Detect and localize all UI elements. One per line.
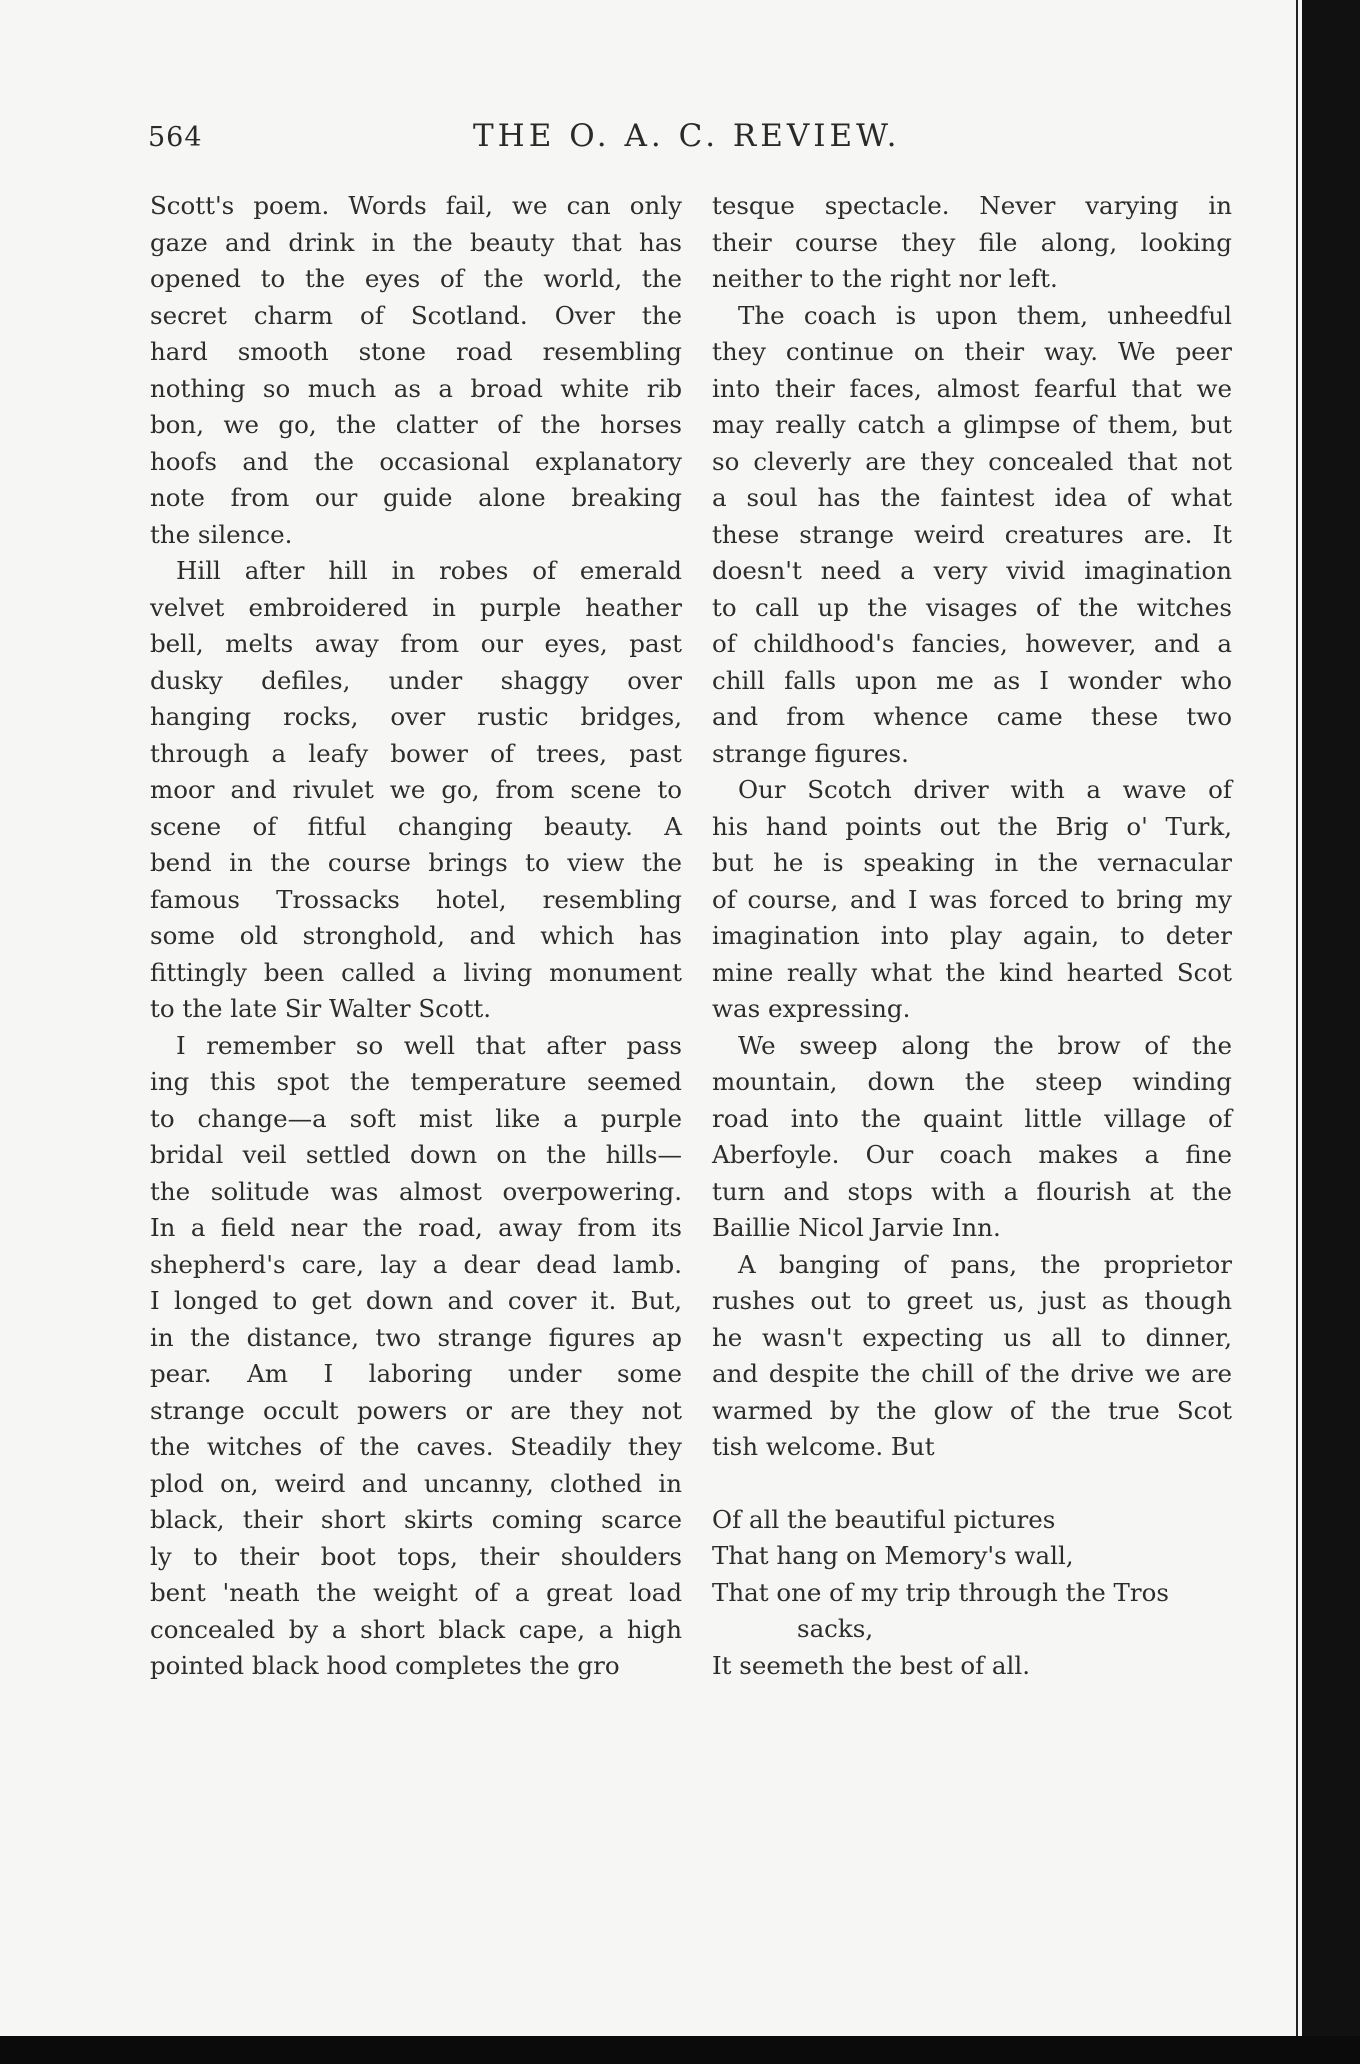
text-line: note from our guide alone breaking [150, 483, 682, 512]
text-line: neither to the right nor left. [712, 264, 1058, 293]
text-line: his hand points out the Brig o' Turk, [712, 811, 1232, 841]
text-line: bell, melts away from our eyes, past [150, 629, 682, 658]
text-line: bon, we go, the clatter of the horses [150, 410, 682, 439]
page-edge-line [1296, 0, 1298, 2036]
paragraph [712, 298, 1232, 773]
text-line: to change—a soft mist like a purple [150, 1103, 682, 1133]
text-line: secret charm of Scotland. Over the [150, 300, 682, 330]
paragraph [712, 1247, 1232, 1466]
text-line: rushes out to greet us, just as though [712, 1286, 1232, 1315]
text-line: chill falls upon me as I wonder who [712, 665, 1232, 695]
text-line: ly to their boot tops, their shoulders [150, 1541, 682, 1571]
scan-border-right [1302, 0, 1360, 2064]
text-line: pear. Am I laboring under some [150, 1359, 682, 1388]
text-line: bent 'neath the weight of a great load [150, 1578, 682, 1607]
text-line: they continue on their way. We peer [712, 337, 1232, 366]
text-line: to call up the visages of the witches [712, 592, 1232, 622]
text-line: the solitude was almost overpowering. [150, 1176, 682, 1206]
text-line: a soul has the faintest idea of what [712, 483, 1232, 512]
text-line: dusky defiles, under shaggy over [150, 665, 682, 695]
text-line: and despite the chill of the drive we are [712, 1359, 1232, 1388]
text-line: their course they file along, looking [712, 227, 1232, 257]
text-line: to the late Sir Walter Scott. [150, 994, 492, 1023]
text-line: and from whence came these two [712, 702, 1232, 731]
text-line: hard smooth stone road resembling [150, 337, 682, 366]
verse-line: sacks, [797, 1614, 874, 1643]
text-line: plod on, weird and uncanny, clothed in [150, 1468, 682, 1498]
text-line: hoofs and the occasional explanatory [150, 446, 682, 476]
paragraph [150, 553, 682, 1028]
text-line: Scott's poem. Words fail, we can only [150, 191, 682, 220]
text-line: of course, and I was forced to bring my [712, 884, 1232, 914]
text-line: some old stronghold, and which has [150, 921, 682, 950]
text-line: hanging rocks, over rustic bridges, [150, 702, 682, 731]
text-line: road into the quaint little village of [712, 1103, 1232, 1133]
text-line: opened to the eyes of the world, the [150, 264, 682, 293]
text-line: Baillie Nicol Jarvie Inn. [712, 1213, 1001, 1242]
text-line: strange figures. [712, 738, 909, 768]
text-line: was expressing. [712, 994, 911, 1023]
text-line: famous Trossacks hotel, resembling [150, 884, 682, 914]
text-line: may really catch a glimpse of them, but [712, 410, 1232, 439]
text-line: of childhood's fancies, however, and a [712, 629, 1232, 658]
scan-border-bottom [0, 2036, 1360, 2064]
text-line: pointed black hood completes the gro [150, 1651, 620, 1680]
text-line: nothing so much as a broad white rib [150, 373, 682, 403]
text-line: moor and rivulet we go, from scene to [150, 775, 682, 804]
text-line: In a field near the road, away from its [150, 1213, 682, 1242]
text-line: bend in the course brings to view the [150, 848, 682, 877]
text-line: The coach is upon them, unheedful [738, 300, 1232, 330]
text-line: doesn't need a very vivid imagination [712, 556, 1232, 585]
text-line: gaze and drink in the beauty that has [150, 227, 682, 257]
paragraph [712, 188, 1232, 298]
text-line: mine really what the kind hearted Scot [712, 957, 1232, 987]
text-line: I remember so well that after pass [176, 1030, 682, 1060]
text-line: through a leafy bower of trees, past [150, 738, 682, 768]
text-line: turn and stops with a flourish at the [712, 1176, 1232, 1206]
text-line: Our Scotch driver with a wave of [738, 775, 1232, 804]
text-line: fittingly been called a living monument [150, 957, 682, 987]
right-column [712, 188, 1232, 1684]
text-line: in the distance, two strange figures ap [150, 1322, 682, 1352]
text-line: scene of fitful changing beauty. A [150, 811, 682, 841]
text-line: velvet embroidered in purple heather [150, 592, 682, 622]
text-line: Aberfoyle. Our coach makes a fine [712, 1140, 1232, 1169]
text-line: warmed by the glow of the true Scot [712, 1395, 1232, 1425]
journal-title: THE O. A. C. REVIEW. [473, 118, 901, 154]
text-line: bridal veil settled down on the hills— [150, 1140, 682, 1169]
left-column [150, 188, 682, 1685]
paragraph [150, 188, 682, 553]
verse-line: That one of my trip through the Tros [712, 1577, 1169, 1607]
text-line: I longed to get down and cover it. But, [150, 1286, 682, 1315]
text-line: mountain, down the steep winding [712, 1067, 1232, 1096]
text-line: We sweep along the brow of the [738, 1030, 1232, 1060]
text-line: shepherd's care, lay a dear dead lamb. [150, 1249, 682, 1279]
verse-stanza [712, 1502, 1232, 1685]
text-line: the witches of the caves. Steadily they [150, 1432, 682, 1461]
text-line: ing this spot the temperature seemed [150, 1067, 682, 1096]
text-line: A banging of pans, the proprietor [738, 1249, 1232, 1279]
text-line: these strange weird creatures are. It [712, 519, 1232, 549]
text-line: but he is speaking in the vernacular [712, 848, 1232, 877]
text-line: the silence. [150, 519, 293, 549]
page-number: 564 [148, 122, 203, 153]
verse-line: Of all the beautiful pictures [712, 1504, 1056, 1534]
paragraph [712, 1028, 1232, 1247]
text-line: Hill after hill in robes of emerald [176, 556, 682, 585]
paragraph [712, 772, 1232, 1028]
text-line: into their faces, almost fearful that we [712, 373, 1232, 403]
text-line: so cleverly are they concealed that not [712, 446, 1232, 476]
verse-line: It seemeth the best of all. [712, 1650, 1030, 1680]
verse-line: That hang on Memory's wall, [712, 1541, 1074, 1570]
text-line: strange occult powers or are they not [150, 1395, 682, 1425]
text-line: tish welcome. But [712, 1432, 935, 1461]
running-head [148, 118, 901, 168]
text-line: he wasn't expecting us all to dinner, [712, 1322, 1232, 1352]
text-line: concealed by a short black cape, a high [150, 1614, 682, 1644]
text-line: imagination into play again, to deter [712, 921, 1232, 950]
text-line: black, their short skirts coming scarce [150, 1505, 682, 1534]
paragraph [150, 1028, 682, 1685]
text-line: tesque spectacle. Never varying in [712, 191, 1232, 220]
